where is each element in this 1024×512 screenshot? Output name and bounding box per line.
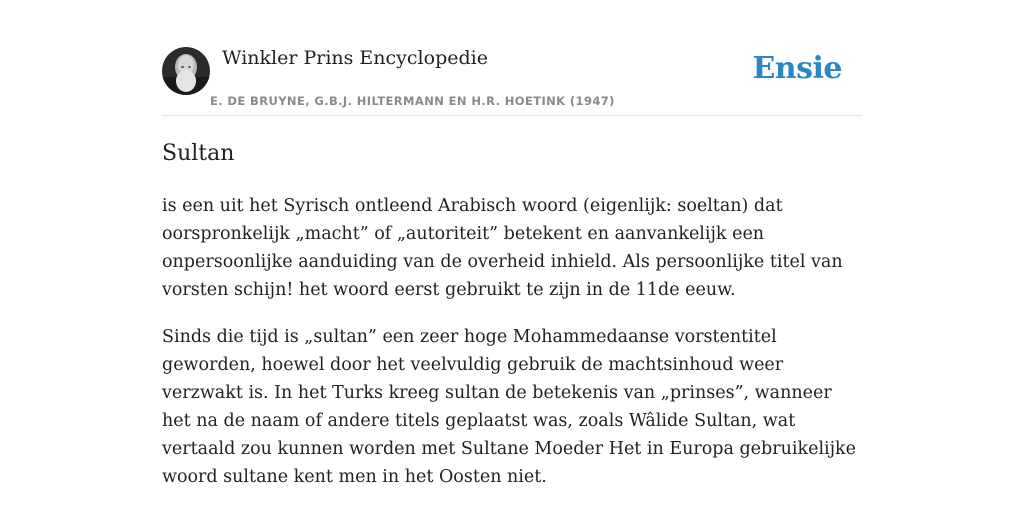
article-paragraph: Sinds die tijd is „sultan” een zeer hoge Mohammedaanse vorstentitel geworden, hoewel door het veelvuldig gebruik de machtsinhoud weer verzwakt is. In het Turks kreeg sultan de betekenis van „prinses”, wanneer het na de naam of andere titels geplaatst was, zoals Wâlide Sultan, wat vertaald zou kunnen worden met Sultane Moeder Het in Europa gebruikelijke woord sultane kent men in het Oosten niet. xyxy=(162,327,857,487)
header-divider xyxy=(162,115,862,116)
publication-title[interactable]: Winkler Prins Encyclopedie xyxy=(222,47,488,69)
article-body xyxy=(162,192,862,510)
authors-line: E. DE BRUYNE, G.B.J. HILTERMANN EN H.R. HOETINK (1947) xyxy=(210,94,615,108)
brand-logo[interactable]: Ensie xyxy=(752,51,842,86)
article-title: Sultan xyxy=(162,141,235,166)
author-portrait-icon[interactable] xyxy=(162,47,210,95)
article-paragraph: is een uit het Syrisch ontleend Arabisch woord (eigenlijk: soeltan) dat oorspronkelijk „macht” of „autoriteit” betekent en aanvankelijk een onpersoonlijke aanduiding van de overheid inhield. Als persoonlijke titel van vorsten schijn! het woord eerst gebruikt te zijn in de 11de eeuw. xyxy=(162,196,843,300)
